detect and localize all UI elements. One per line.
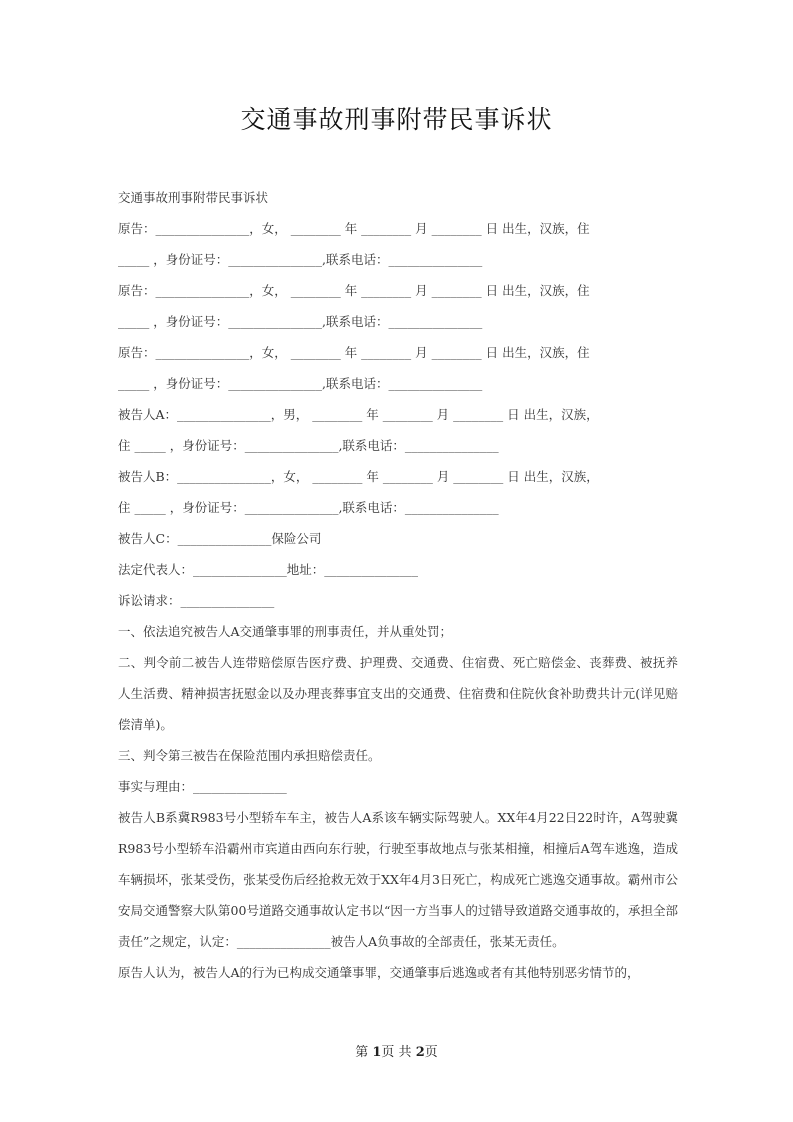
total-pages-number: 2 xyxy=(415,1045,425,1060)
footer-middle: 页 共 xyxy=(381,1045,412,1060)
plaintiff-block xyxy=(118,213,678,275)
defendant-line: 被告人B：_______________，女， ________ 年 ________ 月 ________ 日 出生，汉族， xyxy=(118,469,599,484)
plaintiff-line: _____ ，身份证号：_______________,联系电话：_______________ xyxy=(118,376,483,391)
document-subtitle: 交通事故刑事附带民事诉状 xyxy=(118,190,269,205)
facts-paragraph: 原告人认为，被告人A的行为已构成交通肇事罪，交通肇事后逃逸或者有其他特别恶劣情节的， xyxy=(118,965,640,980)
claim-item: 一、依法追究被告人A交通肇事罪的刑事责任，并从重处罚； xyxy=(118,624,453,639)
claim-item: 二、判令前二被告人连带赔偿原告医疗费、护理费、交通费、住宿费、死亡赔偿金、丧葬费、被抚养人生活费、精神损害抚慰金以及办理丧葬事宜支出的交通费、住宿费和住院伙食补助费共计元(详见赔偿清单)。 xyxy=(118,655,678,732)
facts-paragraph: 被告人B系冀R983号小型轿车车主，被告人A系该车辆实际驾驶人。XX年4月22日22时许，A驾驶冀R983号小型轿车沿霸州市宾道由西向东行驶，行驶至事故地点与张某相撞，相撞后A驾车逃逸，造成车辆损坏，张某受伤，张某受伤后经抢救无效于XX年4月3日死亡，构成死亡逃逸交通事故。霸州市公安局交通警察大队第00号道路交通事故认定书以“因一方当事人的过错导致道路交通事故的，承担全部责任”之规定，认定：_______________被告人A负事故的全部责任，张某无责任。 xyxy=(118,810,678,949)
facts-label: 事实与理由：_______________ xyxy=(118,779,287,794)
defendant-block xyxy=(118,461,678,523)
defendant-block xyxy=(118,399,678,461)
plaintiff-block xyxy=(118,275,678,337)
plaintiff-line: 原告：_______________，女， ________ 年 ________ 月 ________ 日 出生，汉族，住 xyxy=(118,221,590,236)
defendant-c-line: 被告人C：_______________保险公司 xyxy=(118,531,322,546)
document-body xyxy=(118,182,678,988)
defendant-line: 住 _____ ，身份证号：_______________,联系电话：_______________ xyxy=(118,438,499,453)
plaintiff-line: 原告：_______________，女， ________ 年 ________ 月 ________ 日 出生，汉族，住 xyxy=(118,345,590,360)
defendant-line: 被告人A：_______________，男， ________ 年 ________ 月 ________ 日 出生，汉族， xyxy=(118,407,599,422)
defendant-line: 住 _____ ，身份证号：_______________,联系电话：_______________ xyxy=(118,500,499,515)
footer-prefix: 第 xyxy=(355,1045,369,1060)
plaintiff-block xyxy=(118,337,678,399)
page-footer xyxy=(0,1041,793,1060)
plaintiff-line: _____ ，身份证号：_______________,联系电话：_______________ xyxy=(118,252,483,267)
claims-label: 诉讼请求：_______________ xyxy=(118,593,275,608)
plaintiff-line: _____ ，身份证号：_______________,联系电话：_______________ xyxy=(118,314,483,329)
claim-item: 三、判令第三被告在保险范围内承担赔偿责任。 xyxy=(118,748,381,763)
current-page-number: 1 xyxy=(372,1045,382,1060)
legal-representative-line: 法定代表人：_______________地址：_______________ xyxy=(118,562,419,577)
plaintiff-line: 原告：_______________，女， ________ 年 ________ 月 ________ 日 出生，汉族，住 xyxy=(118,283,590,298)
footer-suffix: 页 xyxy=(424,1045,438,1060)
page-title: 交通事故刑事附带民事诉状 xyxy=(240,105,553,134)
